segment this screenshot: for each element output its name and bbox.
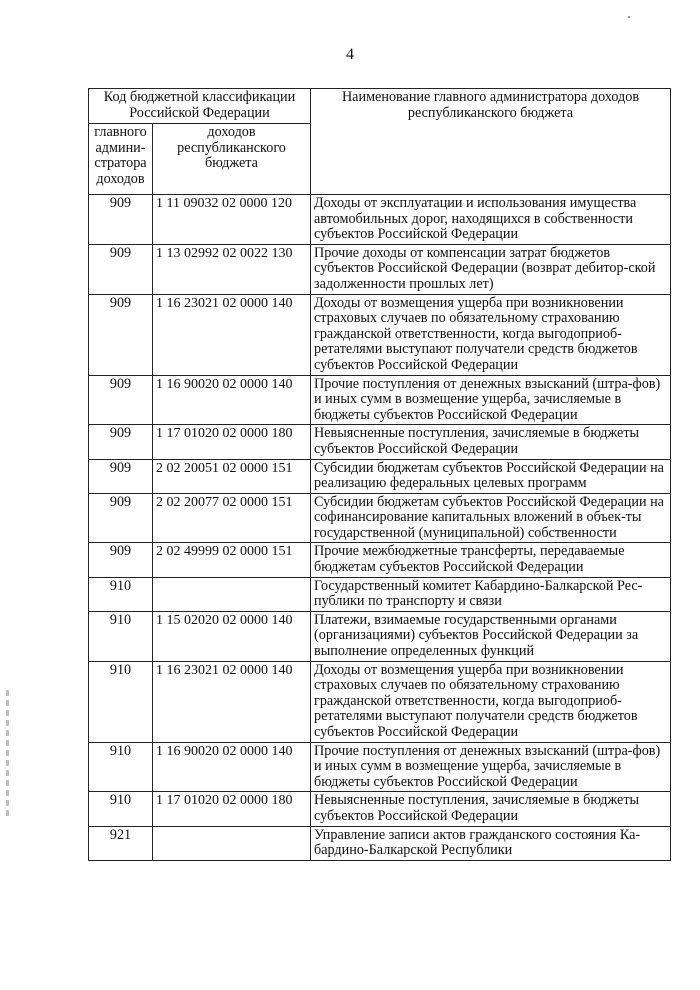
table-row xyxy=(89,792,671,826)
revenue-name-cell: Невыясненные поступления, зачисляемые в бюджеты субъектов Российской Федерации xyxy=(311,792,671,826)
administrator-code-cell: 910 xyxy=(89,577,153,611)
revenue-name-cell: Субсидии бюджетам субъектов Российской Федерации на реализацию федеральных целевых программ xyxy=(311,459,671,493)
administrator-code-cell: 909 xyxy=(89,244,153,294)
administrator-code-cell: 909 xyxy=(89,493,153,543)
table-row xyxy=(89,826,671,860)
administrator-code-cell: 909 xyxy=(89,425,153,459)
revenue-code-cell: 1 16 90020 02 0000 140 xyxy=(153,742,311,792)
revenue-name-cell: Прочие доходы от компенсации затрат бюджетов субъектов Российской Федерации (возврат дебитор-ской задолженности прошлых лет) xyxy=(311,244,671,294)
table-row xyxy=(89,459,671,493)
revenue-code-cell: 2 02 49999 02 0000 151 xyxy=(153,543,311,577)
table-row xyxy=(89,611,671,661)
header-budget-classification-code: Код бюджетной классификации Российской Федерации xyxy=(89,89,311,124)
revenue-name-cell: Прочие межбюджетные трансферты, передаваемые бюджетам субъектов Российской Федерации xyxy=(311,543,671,577)
table-row xyxy=(89,244,671,294)
revenue-name-cell: Прочие поступления от денежных взысканий (штра-фов) и иных сумм в возмещение ущерба, зачисляемые в бюджеты субъектов Российской Федерации xyxy=(311,375,671,425)
header-main-administrator: главного админи-стратора доходов xyxy=(89,124,153,195)
administrator-code-cell: 909 xyxy=(89,195,153,245)
header-revenue-code: доходов республиканского бюджета xyxy=(153,124,311,195)
administrator-code-cell: 910 xyxy=(89,661,153,742)
scan-speck xyxy=(628,16,630,18)
table-row xyxy=(89,375,671,425)
header-administrator-name: Наименование главного администратора доходов республиканского бюджета xyxy=(311,89,671,195)
table-row xyxy=(89,294,671,375)
revenue-name-cell: Управление записи актов гражданского состояния Ка-бардино-Балкарской Республики xyxy=(311,826,671,860)
revenue-code-cell xyxy=(153,577,311,611)
revenue-code-cell: 1 15 02020 02 0000 140 xyxy=(153,611,311,661)
revenue-code-cell: 1 16 90020 02 0000 140 xyxy=(153,375,311,425)
revenue-code-cell: 1 16 23021 02 0000 140 xyxy=(153,294,311,375)
administrator-code-cell: 910 xyxy=(89,792,153,826)
revenue-name-cell: Невыясненные поступления, зачисляемые в бюджеты субъектов Российской Федерации xyxy=(311,425,671,459)
revenue-code-cell: 1 11 09032 02 0000 120 xyxy=(153,195,311,245)
revenue-code-cell: 1 13 02992 02 0022 130 xyxy=(153,244,311,294)
table-row xyxy=(89,543,671,577)
table-row xyxy=(89,425,671,459)
administrator-code-cell: 921 xyxy=(89,826,153,860)
administrator-code-cell: 910 xyxy=(89,742,153,792)
administrator-code-cell: 909 xyxy=(89,459,153,493)
administrator-code-cell: 909 xyxy=(89,543,153,577)
revenue-name-cell: Доходы от эксплуатации и использования имущества автомобильных дорог, находящихся в собственности субъектов Российской Федерации xyxy=(311,195,671,245)
revenue-name-cell: Доходы от возмещения ущерба при возникновении страховых случаев по обязательному страхованию гражданской ответственности, когда выгодоприоб-ретателями выступают получатели средств бюджетов субъектов Российской Федерации xyxy=(311,294,671,375)
page-number: 4 xyxy=(346,46,354,63)
revenue-code-cell: 2 02 20051 02 0000 151 xyxy=(153,459,311,493)
scan-edge-mark xyxy=(6,690,9,820)
revenue-name-cell: Государственный комитет Кабардино-Балкарской Рес-публики по транспорту и связи xyxy=(311,577,671,611)
administrator-code-cell: 909 xyxy=(89,294,153,375)
table-row xyxy=(89,493,671,543)
table-row xyxy=(89,742,671,792)
table-body xyxy=(89,195,671,861)
revenue-code-cell: 2 02 20077 02 0000 151 xyxy=(153,493,311,543)
table-row xyxy=(89,195,671,245)
revenue-code-cell: 1 17 01020 02 0000 180 xyxy=(153,792,311,826)
budget-classification-table xyxy=(88,88,671,861)
revenue-name-cell: Доходы от возмещения ущерба при возникновении страховых случаев по обязательному страхованию гражданской ответственности, когда выгодоприоб-ретателями выступают получатели средств бюджетов субъектов Российской Федерации xyxy=(311,661,671,742)
table-row xyxy=(89,577,671,611)
administrator-code-cell: 910 xyxy=(89,611,153,661)
revenue-name-cell: Субсидии бюджетам субъектов Российской Федерации на софинансирование капитальных вложений в объек-ты государственной (муниципальной) собственности xyxy=(311,493,671,543)
revenue-code-cell: 1 16 23021 02 0000 140 xyxy=(153,661,311,742)
revenue-name-cell: Платежи, взимаемые государственными органами (организациями) субъектов Российской Федерации за выполнение определенных функций xyxy=(311,611,671,661)
revenue-code-cell: 1 17 01020 02 0000 180 xyxy=(153,425,311,459)
revenue-code-cell xyxy=(153,826,311,860)
header-row-group xyxy=(89,89,671,124)
table-row xyxy=(89,661,671,742)
administrator-code-cell: 909 xyxy=(89,375,153,425)
revenue-name-cell: Прочие поступления от денежных взысканий (штра-фов) и иных сумм в возмещение ущерба, зачисляемые в бюджеты субъектов Российской Федерации xyxy=(311,742,671,792)
